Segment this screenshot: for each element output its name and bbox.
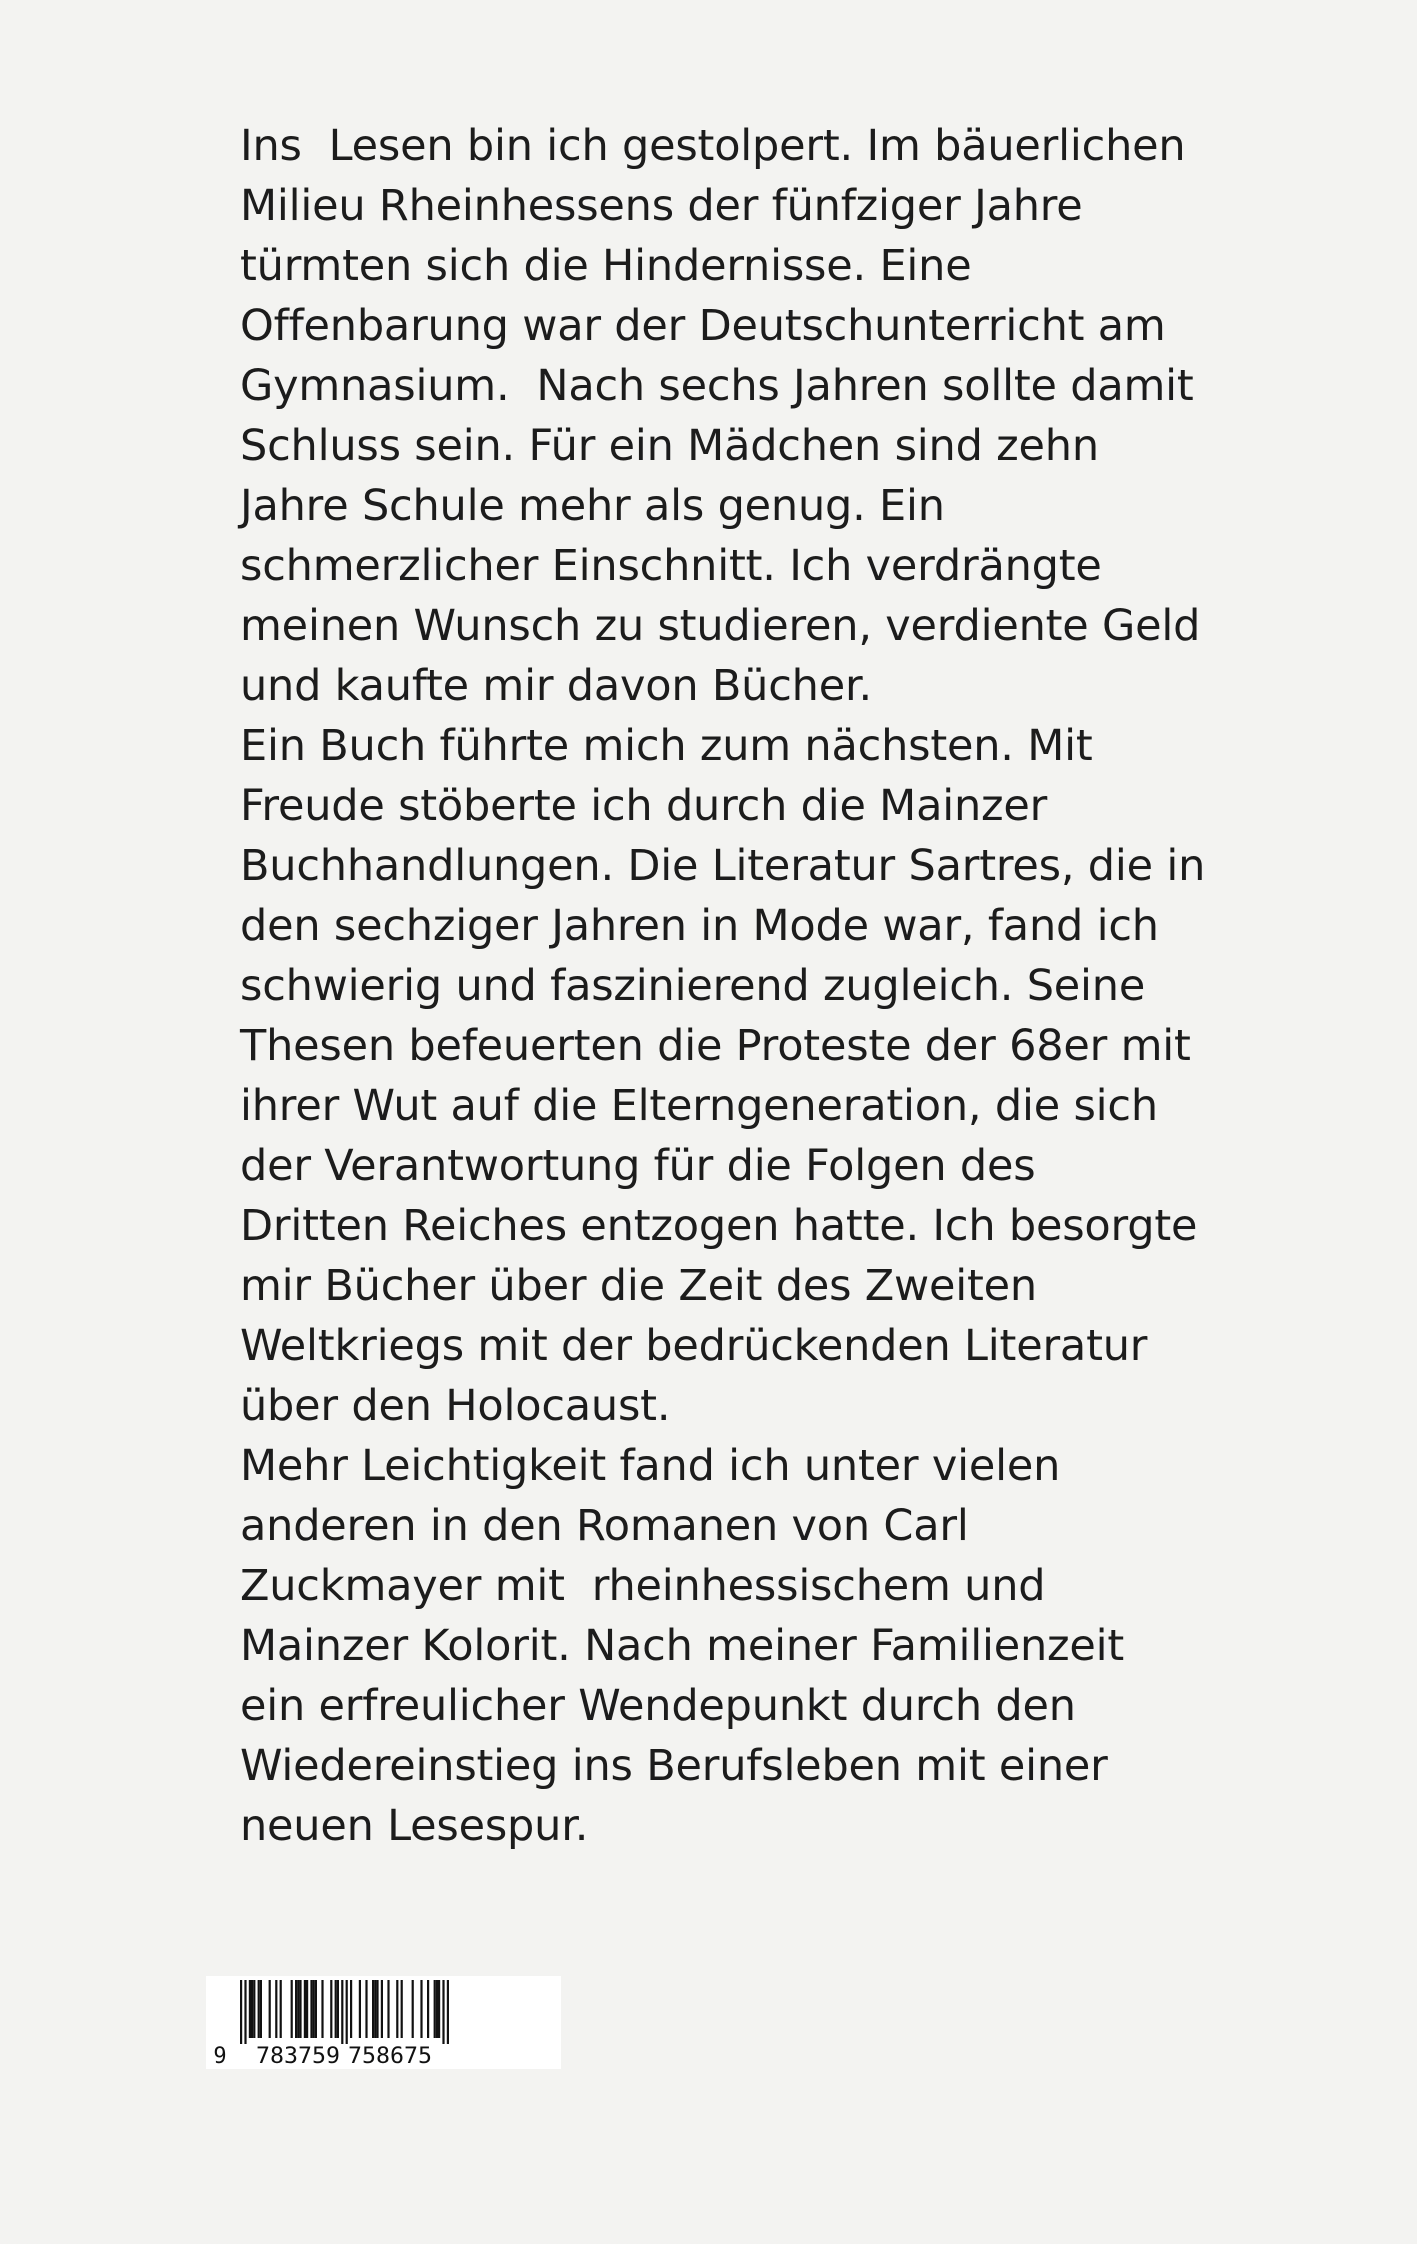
isbn-barcode — [206, 1976, 561, 2069]
barcode-bar — [438, 1980, 440, 2038]
barcode-first-digit: 9 — [213, 2044, 227, 2069]
text-line: Milieu Rheinhessens der fünfziger Jahre — [240, 181, 1083, 231]
barcode-bar — [304, 1980, 306, 2038]
barcode-bar — [447, 1980, 449, 2044]
text-line: Buchhandlungen. Die Literatur Sartres, die in — [240, 841, 1206, 891]
barcode-right-digits: 758675 — [348, 2044, 432, 2069]
text-line: Weltkriegs mit der bedrückenden Literatur — [240, 1321, 1148, 1371]
barcode-bars — [240, 1980, 449, 2044]
barcode-bar — [427, 1980, 429, 2038]
barcode-graphic — [206, 1976, 561, 2069]
text-line: Thesen befeuerten die Proteste der 68er mit — [240, 1021, 1191, 1071]
barcode-bar — [280, 1980, 282, 2038]
barcode-bar — [240, 1980, 242, 2044]
barcode-bar — [381, 1980, 383, 2038]
barcode-bar — [374, 1980, 376, 2038]
barcode-left-digits: 783759 — [256, 2044, 340, 2069]
text-line: mir Bücher über die Zeit des Zweiten — [240, 1261, 1037, 1311]
text-line: anderen in den Romanen von Carl — [240, 1501, 969, 1551]
text-line: Offenbarung war der Deutschunterricht am — [240, 301, 1166, 351]
text-line: türmten sich die Hindernisse. Eine — [240, 241, 972, 291]
barcode-bar — [341, 1980, 343, 2044]
barcode-bar — [412, 1980, 414, 2038]
barcode-bar — [251, 1980, 253, 2038]
barcode-bar — [376, 1980, 378, 2038]
text-line: Wiedereinstieg ins Berufsleben mit einer — [240, 1741, 1108, 1791]
text-line: Schluss sein. Für ein Mädchen sind zehn — [240, 421, 1099, 471]
barcode-bar — [335, 1980, 337, 2038]
text-line: Mehr Leichtigkeit fand ich unter vielen — [240, 1441, 1061, 1491]
text-line: und kaufte mir davon Bücher. — [240, 661, 872, 711]
barcode-bar — [346, 1980, 348, 2044]
barcode-bar — [387, 1980, 389, 2038]
text-line: Dritten Reiches entzogen hatte. Ich besorgte — [240, 1201, 1198, 1251]
barcode-bar — [350, 1980, 352, 2038]
text-line: Jahre Schule mehr als genug. Ein — [240, 481, 945, 531]
barcode-bar — [321, 1980, 323, 2038]
barcode-bar — [315, 1980, 317, 2038]
text-line: über den Holocaust. — [240, 1381, 671, 1431]
barcode-bar — [330, 1980, 332, 2038]
barcode-bar — [260, 1980, 262, 2038]
barcode-bar — [291, 1980, 293, 2038]
text-line: Ins Lesen bin ich gestolpert. Im bäuerlichen — [240, 121, 1186, 171]
barcode-bar — [295, 1980, 297, 2038]
text-line: ein erfreulicher Wendepunkt durch den — [240, 1681, 1076, 1731]
barcode-bar — [372, 1980, 374, 2038]
text-line: schmerzlicher Einschnitt. Ich verdrängte — [240, 541, 1102, 591]
barcode-bar — [442, 1980, 444, 2044]
barcode-bar — [436, 1980, 438, 2038]
barcode-bar — [434, 1980, 436, 2038]
barcode-bar — [306, 1980, 308, 2038]
barcode-bar — [365, 1980, 367, 2038]
text-line: Zuckmayer mit rheinhessischem und — [240, 1561, 1046, 1611]
barcode-bar — [249, 1980, 251, 2038]
text-line: Freude stöberte ich durch die Mainzer — [240, 781, 1048, 831]
back-cover-text — [240, 116, 1260, 1856]
text-line: neuen Lesespur. — [240, 1801, 589, 1851]
barcode-bar — [253, 1980, 255, 2038]
text-line: der Verantwortung für die Folgen des — [240, 1141, 1036, 1191]
barcode-bar — [313, 1980, 315, 2038]
text-line: schwierig und faszinierend zugleich. Seine — [240, 961, 1146, 1011]
barcode-bar — [275, 1980, 277, 2038]
text-line: Ein Buch führte mich zum nächsten. Mit — [240, 721, 1093, 771]
barcode-bar — [359, 1980, 361, 2038]
barcode-bar — [420, 1980, 422, 2038]
barcode-bar — [297, 1980, 299, 2038]
barcode-bar — [401, 1980, 403, 2038]
text-line: meinen Wunsch zu studieren, verdiente Geld — [240, 601, 1201, 651]
barcode-bar — [337, 1980, 339, 2038]
text-line: Gymnasium. Nach sechs Jahren sollte damit — [240, 361, 1194, 411]
barcode-bar — [310, 1980, 312, 2038]
barcode-bar — [299, 1980, 301, 2038]
text-line: Mainzer Kolorit. Nach meiner Familienzeit — [240, 1621, 1125, 1671]
text-line: ihrer Wut auf die Elterngeneration, die sich — [240, 1081, 1158, 1131]
barcode-bar — [258, 1980, 260, 2038]
barcode-bar — [269, 1980, 271, 2038]
barcode-bar — [244, 1980, 246, 2044]
barcode-bar — [396, 1980, 398, 2038]
text-line: den sechziger Jahren in Mode war, fand ich — [240, 901, 1159, 951]
